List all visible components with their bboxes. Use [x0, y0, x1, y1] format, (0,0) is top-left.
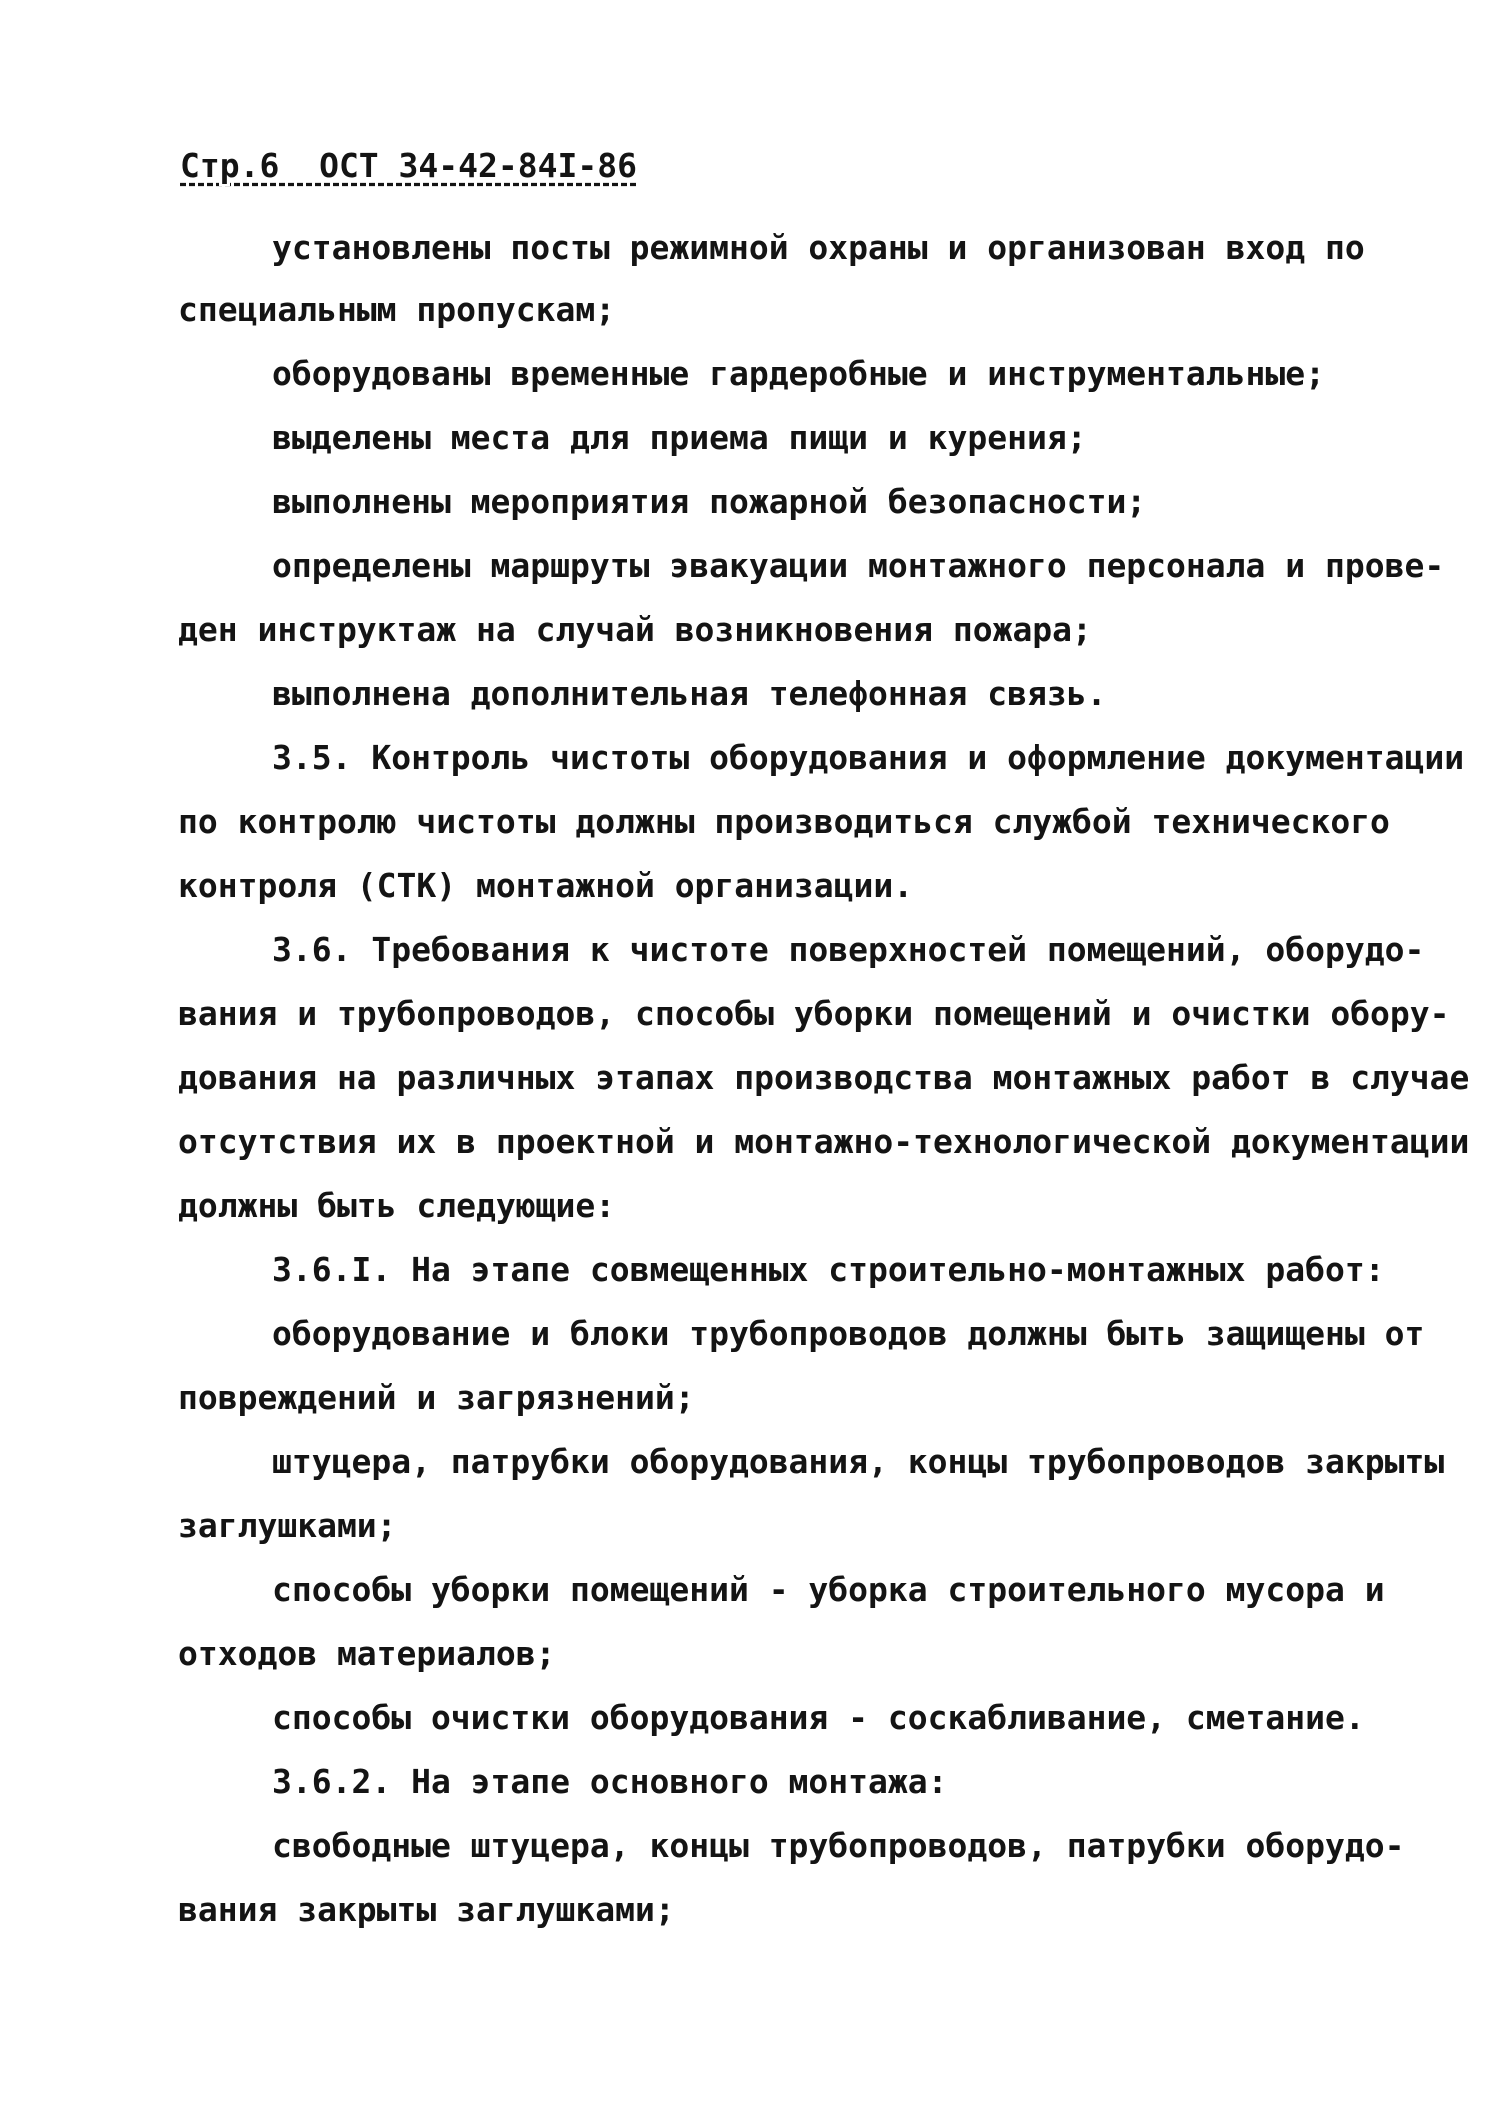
text-line: способы уборки помещений - уборка строительного мусора и: [272, 1570, 1385, 1609]
text-line: определены маршруты эвакуации монтажного персонала и прове-: [272, 546, 1445, 585]
text-line: выделены места для приема пищи и курения;: [272, 418, 1087, 457]
text-line: вания закрыты заглушками;: [178, 1890, 675, 1929]
text-line: оборудование и блоки трубопроводов должны быть защищены от: [272, 1314, 1425, 1353]
text-line: 3.6. Требования к чистоте поверхностей помещений, оборудо-: [272, 930, 1425, 969]
text-line: выполнена дополнительная телефонная связь.: [272, 674, 1107, 713]
text-line: выполнены мероприятия пожарной безопасности;: [272, 482, 1147, 521]
text-line: штуцера, патрубки оборудования, концы трубопроводов закрыты: [272, 1442, 1445, 1481]
text-line: должны быть следующие:: [178, 1186, 616, 1225]
text-line: 3.6.2. На этапе основного монтажа:: [272, 1762, 948, 1801]
text-line: дования на различных этапах производства монтажных работ в случае: [178, 1058, 1470, 1097]
text-line: установлены посты режимной охраны и организован вход по: [272, 228, 1365, 267]
page-header: Стр.6 ОСТ 34-42-84I-86: [180, 146, 637, 185]
text-line: 3.5. Контроль чистоты оборудования и оформление документации: [272, 738, 1465, 777]
text-line: отсутствия их в проектной и монтажно-технологической документации: [178, 1122, 1470, 1161]
text-line: контроля (СТК) монтажной организации.: [178, 866, 914, 905]
text-line: оборудованы временные гардеробные и инструментальные;: [272, 354, 1325, 393]
text-line: вания и трубопроводов, способы уборки помещений и очистки обору-: [178, 994, 1450, 1033]
text-line: специальным пропускам;: [178, 290, 616, 329]
text-line: 3.6.I. На этапе совмещенных строительно-монтажных работ:: [272, 1250, 1385, 1289]
text-line: повреждений и загрязнений;: [178, 1378, 695, 1417]
text-line: заглушками;: [178, 1506, 397, 1545]
text-line: по контролю чистоты должны производиться службой технического: [178, 802, 1390, 841]
text-line: отходов материалов;: [178, 1634, 556, 1673]
text-line: способы очистки оборудования - соскабливание, сметание.: [272, 1698, 1365, 1737]
text-line: ден инструктаж на случай возникновения пожара;: [178, 610, 1092, 649]
text-line: свободные штуцера, концы трубопроводов, патрубки оборудо-: [272, 1826, 1405, 1865]
